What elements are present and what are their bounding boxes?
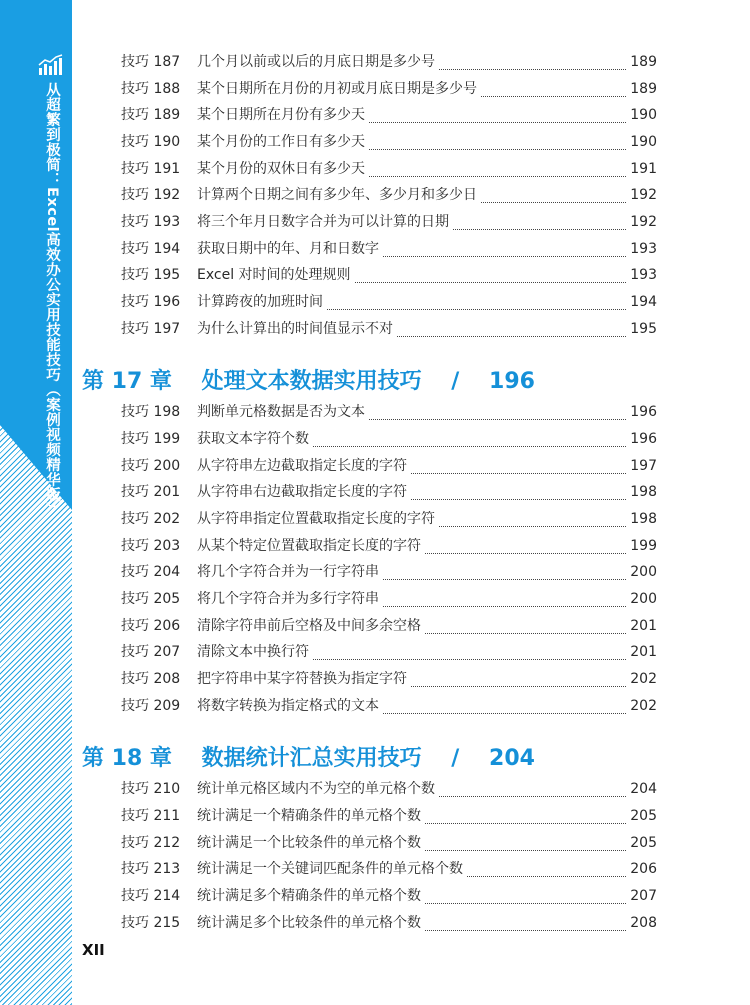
tip-title: 获取日期中的年、月和日数字 bbox=[197, 241, 379, 257]
page-ref: 198 bbox=[630, 484, 657, 500]
tip-number: 技巧 193 bbox=[121, 214, 181, 230]
tip-title: 为什么计算出的时间值显示不对 bbox=[197, 321, 393, 337]
toc-entry[interactable] bbox=[121, 778, 657, 798]
tip-number: 技巧 205 bbox=[121, 591, 181, 607]
toc-entry[interactable] bbox=[121, 455, 657, 475]
toc-entry[interactable] bbox=[121, 238, 657, 258]
dot-leader bbox=[425, 920, 626, 931]
dot-leader bbox=[355, 272, 627, 283]
page-ref: 206 bbox=[630, 861, 657, 877]
toc-entry[interactable] bbox=[121, 184, 657, 204]
toc-entry[interactable] bbox=[121, 401, 657, 421]
dot-leader bbox=[369, 112, 626, 123]
page-ref: 208 bbox=[630, 915, 657, 931]
page-ref: 195 bbox=[630, 321, 657, 337]
tip-number: 技巧 206 bbox=[121, 618, 181, 634]
toc-entry[interactable] bbox=[121, 885, 657, 905]
dot-leader bbox=[383, 569, 626, 580]
tip-title: 获取文本字符个数 bbox=[197, 431, 309, 447]
toc-entry[interactable] bbox=[121, 291, 657, 311]
tip-title: 将几个字符合并为一行字符串 bbox=[197, 564, 379, 580]
dot-leader bbox=[369, 139, 626, 150]
toc-entry[interactable] bbox=[121, 104, 657, 124]
toc-entry[interactable] bbox=[121, 264, 657, 284]
tip-title: 计算两个日期之间有多少年、多少月和多少日 bbox=[197, 187, 477, 203]
tip-number: 技巧 211 bbox=[121, 808, 181, 824]
chapter-heading-17[interactable] bbox=[82, 364, 557, 396]
tip-number: 技巧 215 bbox=[121, 915, 181, 931]
page-ref: 190 bbox=[630, 107, 657, 123]
page-ref: 207 bbox=[630, 888, 657, 904]
tip-title: 统计满足一个关键词匹配条件的单元格个数 bbox=[197, 861, 463, 877]
tip-number: 技巧 209 bbox=[121, 698, 181, 714]
chapter-title: 处理文本数据实用技巧 bbox=[201, 369, 422, 394]
tip-number: 技巧 191 bbox=[121, 161, 181, 177]
page-ref: 196 bbox=[630, 404, 657, 420]
tip-number: 技巧 192 bbox=[121, 187, 181, 203]
dot-leader bbox=[383, 703, 626, 714]
chapter-heading-18[interactable] bbox=[82, 741, 557, 773]
tip-title: 某个月份的工作日有多少天 bbox=[197, 134, 365, 150]
tip-title: 从某个特定位置截取指定长度的字符 bbox=[197, 538, 421, 554]
page-ref: 192 bbox=[630, 214, 657, 230]
page-ref: 201 bbox=[630, 644, 657, 660]
dot-leader bbox=[425, 623, 626, 634]
dot-leader bbox=[453, 219, 626, 230]
toc-entry[interactable] bbox=[121, 832, 657, 852]
page-ref: 199 bbox=[630, 538, 657, 554]
page-ref: 204 bbox=[630, 781, 657, 797]
dot-leader bbox=[397, 326, 626, 337]
tip-number: 技巧 187 bbox=[121, 54, 181, 70]
chapter-label: 第 17 章 bbox=[82, 369, 172, 394]
dot-leader bbox=[439, 786, 626, 797]
tip-number: 技巧 197 bbox=[121, 321, 181, 337]
toc-entry[interactable] bbox=[121, 805, 657, 825]
tip-title: 将几个字符合并为多行字符串 bbox=[197, 591, 379, 607]
dot-leader bbox=[313, 649, 626, 660]
dot-leader bbox=[411, 676, 626, 687]
chapter-label: 第 18 章 bbox=[82, 746, 172, 771]
dot-leader bbox=[467, 866, 626, 877]
tip-number: 技巧 214 bbox=[121, 888, 181, 904]
toc-entry[interactable] bbox=[121, 695, 657, 715]
page-ref: 194 bbox=[630, 294, 657, 310]
dot-leader bbox=[327, 299, 626, 310]
toc-entry[interactable] bbox=[121, 131, 657, 151]
page-ref: 193 bbox=[630, 241, 657, 257]
tip-title: 判断单元格数据是否为文本 bbox=[197, 404, 365, 420]
dot-leader bbox=[425, 543, 626, 554]
chapter-separator: / bbox=[451, 746, 460, 771]
tip-number: 技巧 202 bbox=[121, 511, 181, 527]
toc-entry[interactable] bbox=[121, 641, 657, 661]
tip-title: 从字符串指定位置截取指定长度的字符 bbox=[197, 511, 435, 527]
toc-entry[interactable] bbox=[121, 858, 657, 878]
page-ref: 201 bbox=[630, 618, 657, 634]
tip-number: 技巧 208 bbox=[121, 671, 181, 687]
tip-number: 技巧 213 bbox=[121, 861, 181, 877]
dot-leader bbox=[425, 893, 626, 904]
page-ref: 202 bbox=[630, 671, 657, 687]
page-ref: 191 bbox=[630, 161, 657, 177]
tip-number: 技巧 201 bbox=[121, 484, 181, 500]
tip-title: 某个日期所在月份的月初或月底日期是多少号 bbox=[197, 81, 477, 97]
tip-number: 技巧 199 bbox=[121, 431, 181, 447]
toc-entry[interactable] bbox=[121, 508, 657, 528]
tip-title: 将三个年月日数字合并为可以计算的日期 bbox=[197, 214, 449, 230]
page-ref: 202 bbox=[630, 698, 657, 714]
tip-number: 技巧 210 bbox=[121, 781, 181, 797]
chapter-page: 196 bbox=[489, 369, 535, 394]
dot-leader bbox=[383, 246, 626, 257]
chapter-page: 204 bbox=[489, 746, 535, 771]
page-ref: 198 bbox=[630, 511, 657, 527]
tip-title: 某个日期所在月份有多少天 bbox=[197, 107, 365, 123]
dot-leader bbox=[439, 516, 626, 527]
tip-title: 统计满足多个精确条件的单元格个数 bbox=[197, 888, 421, 904]
chapter-separator: / bbox=[451, 369, 460, 394]
toc-entry[interactable] bbox=[121, 561, 657, 581]
tip-title: Excel 对时间的处理规则 bbox=[197, 267, 351, 283]
tip-title: 统计满足多个比较条件的单元格个数 bbox=[197, 915, 421, 931]
tip-number: 技巧 196 bbox=[121, 294, 181, 310]
chapter-title: 数据统计汇总实用技巧 bbox=[201, 746, 422, 771]
dot-leader bbox=[313, 436, 626, 447]
tip-number: 技巧 212 bbox=[121, 835, 181, 851]
tip-title: 统计单元格区域内不为空的单元格个数 bbox=[197, 781, 435, 797]
toc-entry[interactable] bbox=[121, 912, 657, 932]
page-ref: 200 bbox=[630, 591, 657, 607]
dot-leader bbox=[411, 463, 626, 474]
tip-number: 技巧 198 bbox=[121, 404, 181, 420]
tip-number: 技巧 190 bbox=[121, 134, 181, 150]
toc-entry[interactable] bbox=[121, 481, 657, 501]
page-ref: 190 bbox=[630, 134, 657, 150]
tip-number: 技巧 203 bbox=[121, 538, 181, 554]
page-ref: 205 bbox=[630, 835, 657, 851]
dot-leader bbox=[369, 409, 626, 420]
tip-number: 技巧 189 bbox=[121, 107, 181, 123]
toc-entry[interactable] bbox=[121, 51, 657, 71]
dot-leader bbox=[425, 813, 626, 824]
page-ref: 200 bbox=[630, 564, 657, 580]
tip-title: 清除字符串前后空格及中间多余空格 bbox=[197, 618, 421, 634]
toc-entry[interactable] bbox=[121, 615, 657, 635]
tip-title: 把字符串中某字符替换为指定字符 bbox=[197, 671, 407, 687]
page-ref: 189 bbox=[630, 81, 657, 97]
dot-leader bbox=[481, 192, 626, 203]
dot-leader bbox=[383, 596, 626, 607]
dot-leader bbox=[439, 59, 626, 70]
toc-entry[interactable] bbox=[121, 211, 657, 231]
tip-title: 清除文本中换行符 bbox=[197, 644, 309, 660]
dot-leader bbox=[411, 489, 626, 500]
tip-title: 统计满足一个精确条件的单元格个数 bbox=[197, 808, 421, 824]
page-ref: 197 bbox=[630, 458, 657, 474]
tip-title: 统计满足一个比较条件的单元格个数 bbox=[197, 835, 421, 851]
toc-entry[interactable] bbox=[121, 318, 657, 338]
dot-leader bbox=[369, 166, 626, 177]
toc-entry[interactable] bbox=[121, 158, 657, 178]
page-number: XII bbox=[82, 941, 105, 959]
page-ref: 205 bbox=[630, 808, 657, 824]
tip-number: 技巧 200 bbox=[121, 458, 181, 474]
dot-leader bbox=[481, 86, 626, 97]
page-ref: 196 bbox=[630, 431, 657, 447]
tip-number: 技巧 195 bbox=[121, 267, 181, 283]
page-ref: 189 bbox=[630, 54, 657, 70]
tip-number: 技巧 194 bbox=[121, 241, 181, 257]
tip-title: 计算跨夜的加班时间 bbox=[197, 294, 323, 310]
toc-entry[interactable] bbox=[121, 588, 657, 608]
tip-number: 技巧 204 bbox=[121, 564, 181, 580]
toc-entry[interactable] bbox=[121, 78, 657, 98]
toc-entry[interactable] bbox=[121, 535, 657, 555]
toc-entry[interactable] bbox=[121, 668, 657, 688]
tip-number: 技巧 188 bbox=[121, 81, 181, 97]
tip-title: 某个月份的双休日有多少天 bbox=[197, 161, 365, 177]
tip-title: 从字符串右边截取指定长度的字符 bbox=[197, 484, 407, 500]
tip-title: 从字符串左边截取指定长度的字符 bbox=[197, 458, 407, 474]
page-ref: 193 bbox=[630, 267, 657, 283]
tip-title: 将数字转换为指定格式的文本 bbox=[197, 698, 379, 714]
dot-leader bbox=[425, 840, 626, 851]
book-title: 从超繁到极简：Excel高效办公实用技能技巧（案例视频精华版） bbox=[44, 82, 60, 518]
tip-title: 几个月以前或以后的月底日期是多少号 bbox=[197, 54, 435, 70]
tip-number: 技巧 207 bbox=[121, 644, 181, 660]
page-ref: 192 bbox=[630, 187, 657, 203]
toc-entry[interactable] bbox=[121, 428, 657, 448]
